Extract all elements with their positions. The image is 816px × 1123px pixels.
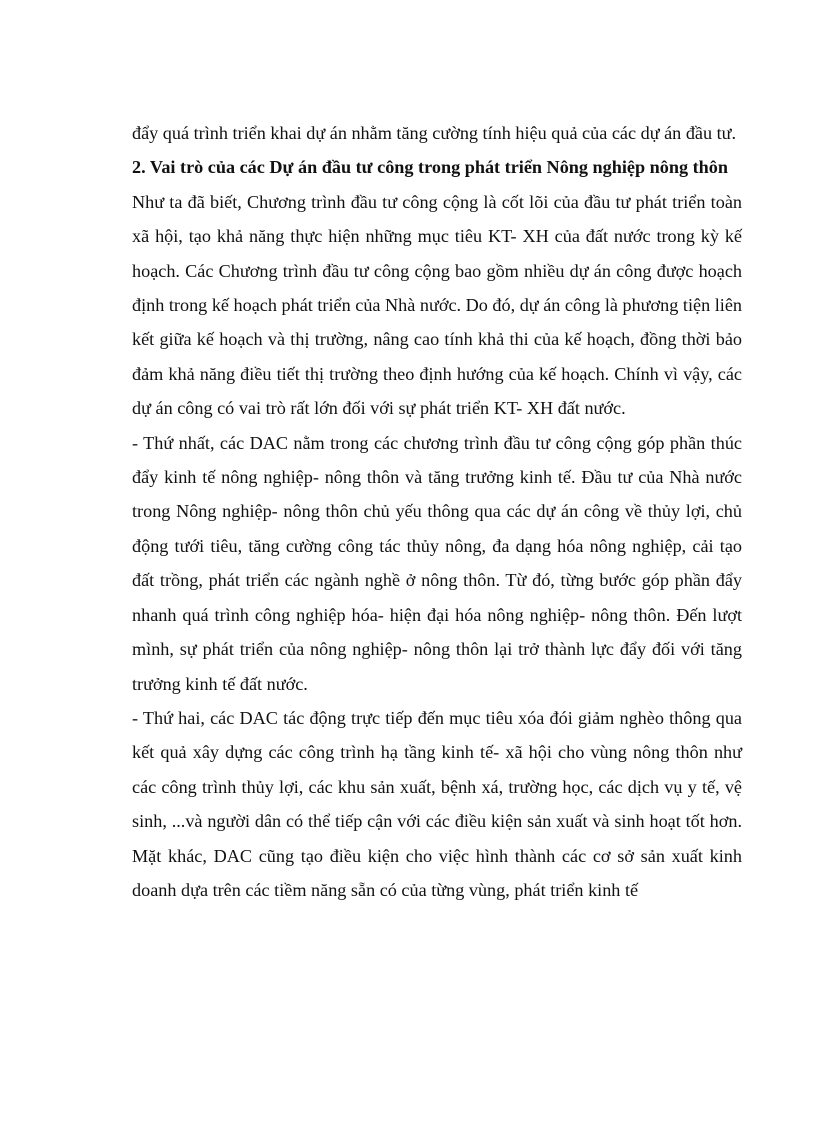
paragraph-intro: Như ta đã biết, Chương trình đầu tư công cộng là cốt lõi của đầu tư phát triển toàn xã hội, tạo khả năng thực hiện những mục tiêu KT- XH của đất nước trong kỳ kế hoạch. Các Chương trình đầu tư công cộng bao gồm nhiều dự án công được hoạch định trong kế hoạch phát triển của Nhà nước. Do đó, dự án công là phương tiện liên kết giữa kế hoạch và thị trường, nâng cao tính khả thi của kế hoạch, đồng thời bảo đảm khả năng điều tiết thị trường theo định hướng của kế hoạch. Chính vì vậy, các dự án công có vai trò rất lớn đối với sự phát triển KT- XH đất nước.	[132, 191, 742, 419]
continuation-paragraph: đẩy quá trình triển khai dự án nhằm tăng cường tính hiệu quả của các dự án đầu tư.	[132, 123, 737, 143]
document-page	[132, 116, 742, 907]
paragraph-second-role: - Thứ hai, các DAC tác động trực tiếp đến mục tiêu xóa đói giảm nghèo thông qua kết quả xây dựng các công trình hạ tầng kinh tế- xã hội cho vùng nông thôn như các công trình thủy lợi, các khu sản xuất, bệnh xá, trường học, các dịch vụ y tế, vệ sinh, ...và người dân có thể tiếp cận với các điều kiện sản xuất và sinh hoạt tốt hơn. Mặt khác, DAC cũng tạo điều kiện cho việc hình thành các cơ sở sản xuất kinh doanh dựa trên các tiềm năng sẵn có của từng vùng, phát triển kinh tế	[132, 707, 742, 900]
section-heading: 2. Vai trò của các Dự án đầu tư công trong phát triển Nông nghiệp nông thôn	[132, 157, 728, 178]
paragraph-first-role: - Thứ nhất, các DAC nằm trong các chương trình đầu tư công cộng góp phần thúc đẩy kinh tế nông nghiệp- nông thôn và tăng trưởng kinh tế. Đầu tư của Nhà nước trong Nông nghiệp- nông thôn chủ yếu thông qua các dự án công về thủy lợi, chủ động tưới tiêu, tăng cường công tác thủy nông, đa dạng hóa nông nghiệp, cải tạo đất trồng, phát triển các ngành nghề ở nông thôn. Từ đó, từng bước góp phần đẩy nhanh quá trình công nghiệp hóa- hiện đại hóa nông nghiệp- nông thôn. Đến lượt mình, sự phát triển của nông nghiệp- nông thôn lại trở thành lực đẩy đối với tăng trưởng kinh tế đất nước.	[132, 432, 742, 694]
